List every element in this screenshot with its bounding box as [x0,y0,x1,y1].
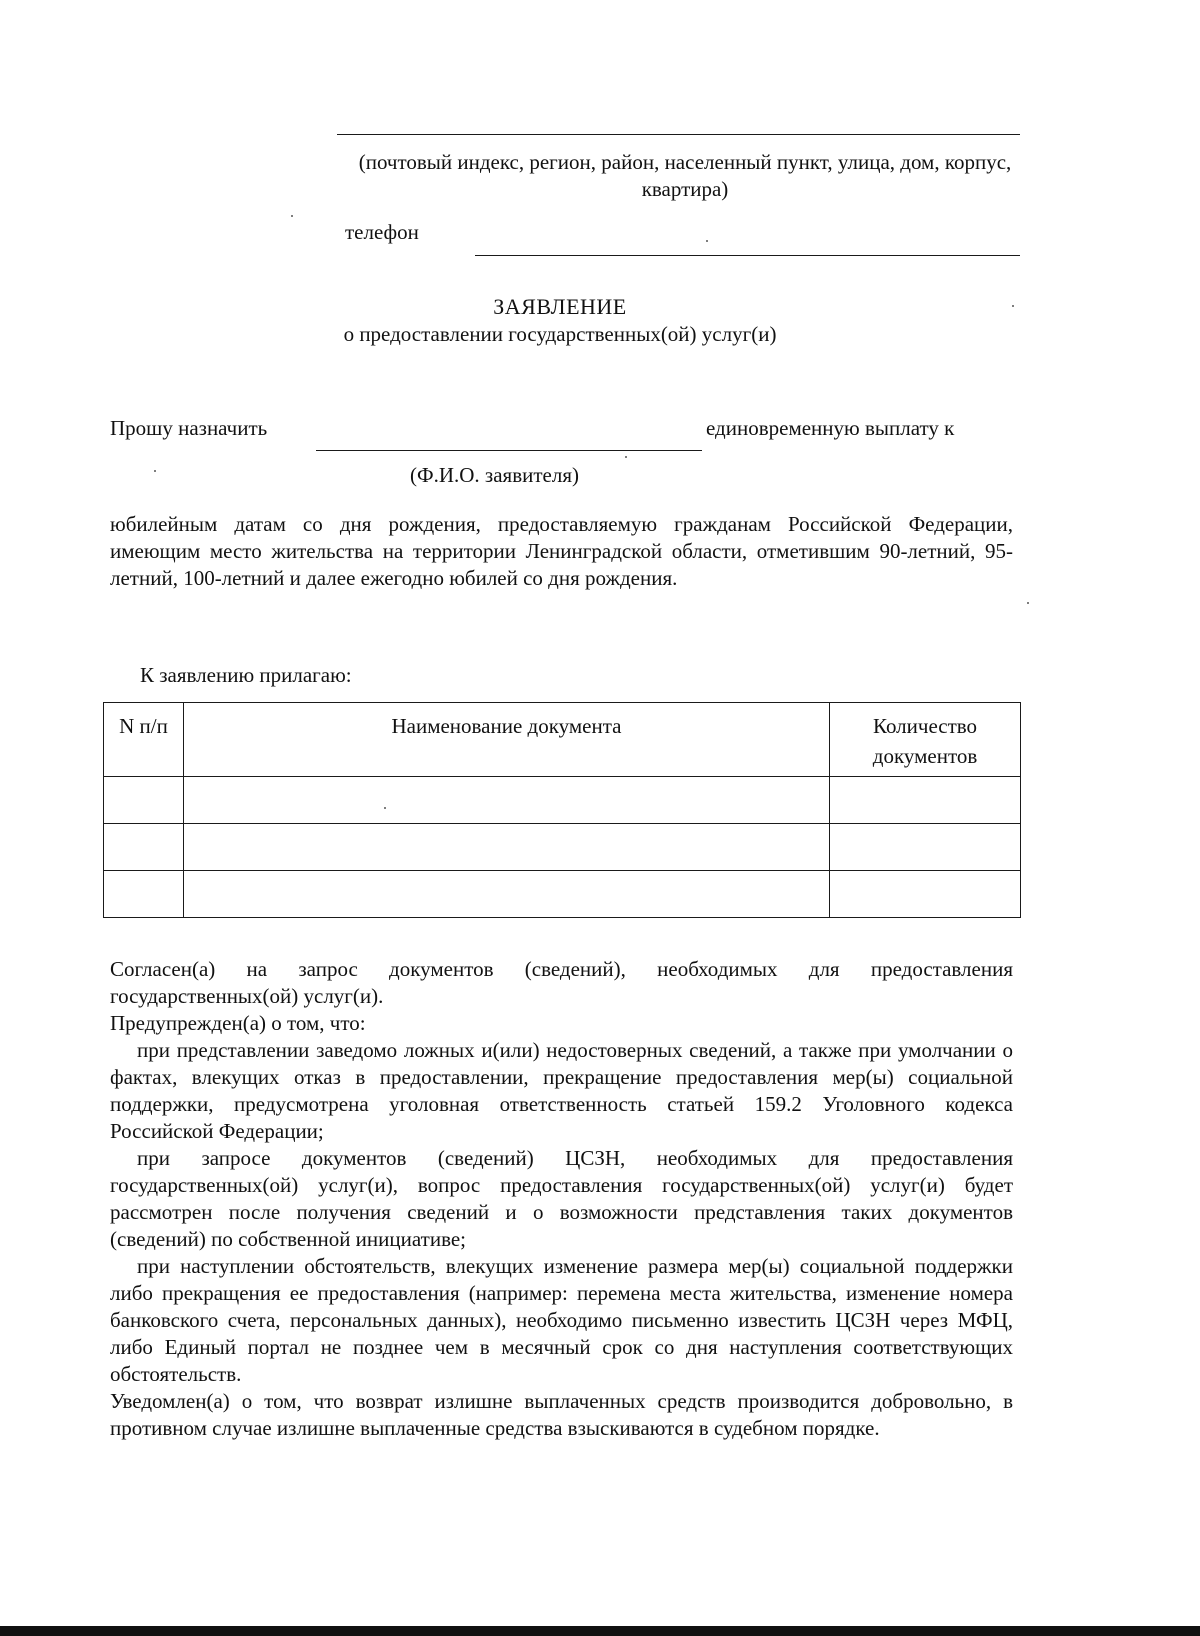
request-suffix: единовременную выплату к [706,416,955,440]
table-row [104,824,1021,871]
scan-speck [1027,602,1029,604]
consent-notified: Уведомлен(а) о том, что возврат излишне выплаченных средств производится добровольно, в противном случае излишне выплаченные средства взыскиваются в судебном порядке. [110,1389,1013,1440]
scan-speck [291,215,293,217]
table-cell[interactable] [104,824,184,871]
phone-line[interactable] [475,255,1020,256]
warning-item-2: при запросе документов (сведений) ЦСЗН, необходимых для предоставления государственных(ой) услуг(и), вопрос предоставления государственных(ой) услуг(и) будет рассмотрен после получения сведений и о возможности представления таких документов (сведений) по собственной инициативе; [110,1146,1013,1251]
table-cell[interactable] [183,824,829,871]
request-prefix: Прошу назначить [110,416,268,440]
table-cell[interactable] [830,824,1021,871]
warning-item-3: при наступлении обстоятельств, влекущих изменение размера мер(ы) социальной поддержки либо прекращения ее предоставления (например: перемена места жительства, изменение номера банковского счета, персональных данных), необходимо письменно известить ЦСЗН через МФЦ, либо Единый портал не позднее чем в месячный срок со дня наступления соответствующих обстоятельств. [110,1254,1013,1386]
warning-item-1: при представлении заведомо ложных и(или) недостоверных сведений, а также при умолчании о фактах, влекущих отказ в предоставлении, прекращение предоставления мер(ы) социальной поддержки, предусмотрена уголовная ответственность статьей 159.2 Уголовного кодекса Российской Федерации; [110,1038,1013,1143]
scan-bottom-edge [0,1626,1200,1636]
table-header-row [104,703,1021,777]
attachments-table [103,702,1021,918]
table-cell[interactable] [183,777,829,824]
consent-agree: Согласен(а) на запрос документов (сведений), необходимых для предоставления государственных(ой) услуг(и). [110,957,1013,1008]
table-cell[interactable] [183,871,829,918]
scan-speck [1012,305,1014,307]
scan-speck [625,456,627,458]
document-title: ЗАЯВЛЕНИЕ [493,294,627,319]
phone-label: телефон [345,220,419,244]
attachments-label: К заявлению прилагаю: [140,663,352,687]
table-row [104,871,1021,918]
scan-speck [154,470,156,472]
table-cell[interactable] [104,871,184,918]
consent-warned: Предупрежден(а) о том, что: [110,1011,366,1035]
address-line[interactable] [337,134,1020,135]
consent-section [110,956,1013,1442]
table-cell[interactable] [104,777,184,824]
table-cell[interactable] [830,777,1021,824]
document-subtitle: о предоставлении государственных(ой) услуг(и) [343,322,777,346]
applicant-name-line[interactable] [316,450,702,451]
column-header-document-count: Количество документов [830,703,1021,777]
address-caption: (почтовый индекс, регион, район, населенный пункт, улица, дом, корпус, квартира) [358,150,1012,201]
applicant-name-caption: (Ф.И.О. заявителя) [410,463,579,487]
column-header-number: N п/п [104,703,184,777]
scan-speck [384,807,386,809]
scan-speck [706,240,708,242]
table-cell[interactable] [830,871,1021,918]
table-row [104,777,1021,824]
column-header-document-name: Наименование документа [183,703,829,777]
request-text: юбилейным датам со дня рождения, предоставляемую гражданам Российской Федерации, имеющим место жительства на территории Ленинградской области, отметившим 90-летний, 95-летний, 100-летний и далее ежегодно юбилей со дня рождения. [110,512,1013,590]
